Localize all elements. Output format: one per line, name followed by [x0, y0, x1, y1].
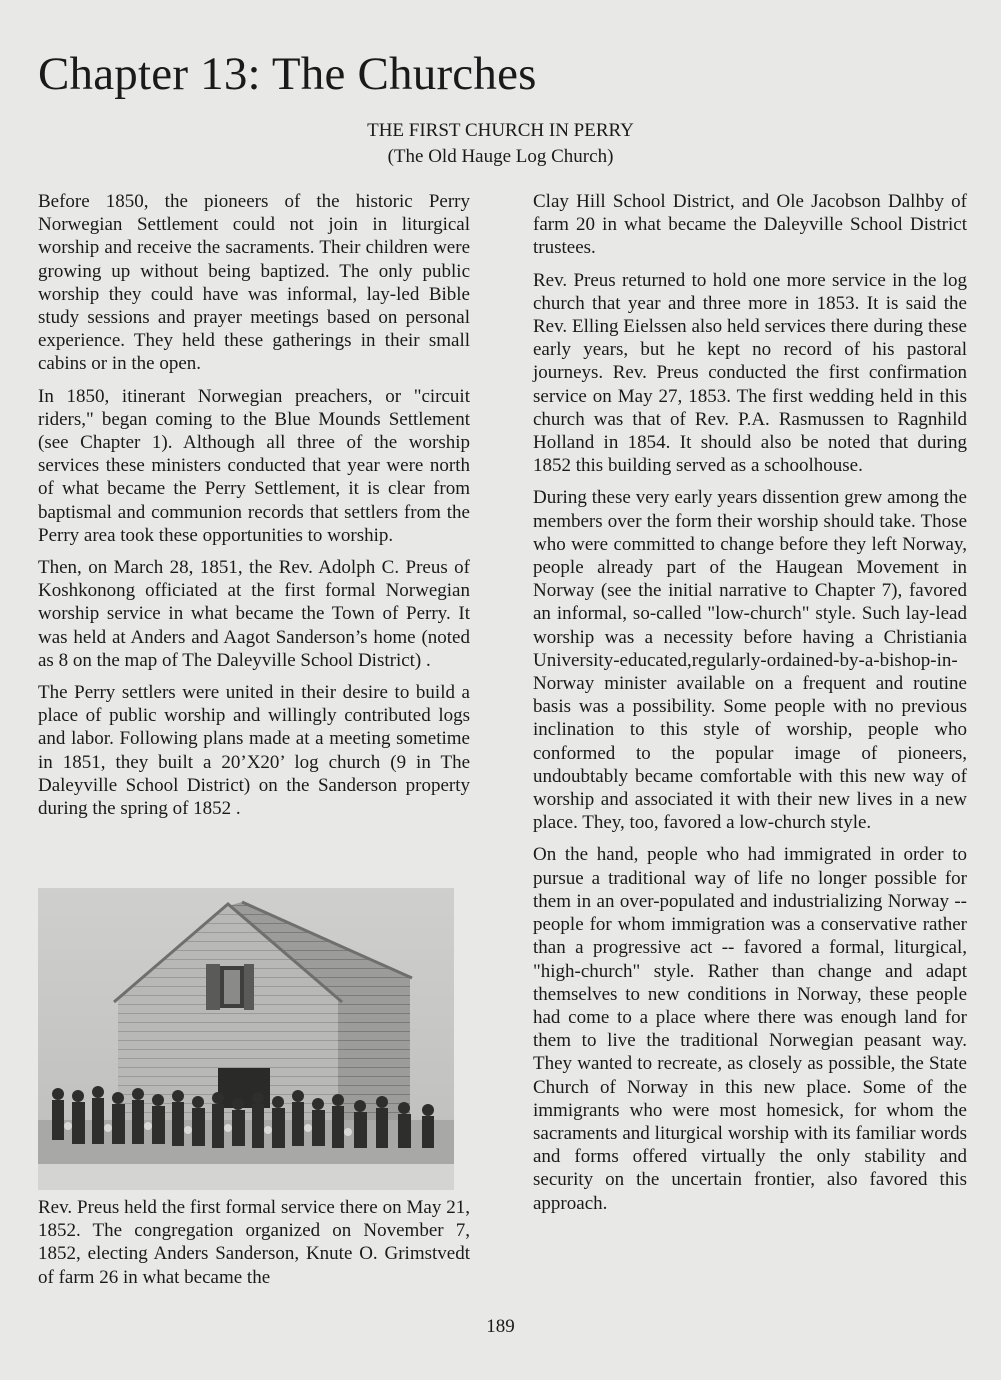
right-column [533, 190, 967, 1224]
paragraph: On the hand, people who had immigrated in order to pursue a traditional way of life no longer possible for them in an over-populated and industrializing Norway -- people for whom immigration was a conservative rather than a progressive act -- favored a formal, liturgical, "high-church" style. Rather than change and adapt themselves to new conditions in Norway, these people had come to a place where there was enough land for them to live the traditional Norwegian peasant way. They wanted to recreate, as closely as possible, the State Church of Norway in this new place. Some of the immigrants who were most homesick, for whom the sacraments and liturgical worship with its familiar words and forms offered virtually the only stability and security on the uncertain frontier, also favored this approach. [533, 844, 967, 1214]
section-title: THE FIRST CHURCH IN PERRY [367, 120, 634, 141]
paragraph: Rev. Preus returned to hold one more service in the log church that year and three more in 1853. It is said the Rev. Elling Eielssen also held services there during these early years, but he kept no record of his pastoral journeys. Rev. Preus conducted the first confirmation service on May 27, 1853. The first wedding held in this church was that of Rev. P.A. Rasmussen to Ragnhild Holland in 1854. It should also be noted that during 1852 this building served as a schoolhouse. [533, 269, 967, 477]
chapter-title: Chapter 13: The Churches [38, 48, 537, 100]
left-column [38, 190, 470, 829]
church-photo [38, 888, 454, 1190]
paragraph: Then, on March 28, 1851, the Rev. Adolph C. Preus of Koshkonong officiated at the first formal Norwegian worship service in what became the Town of Perry. It was held at Anders and Aagot Sanderson’s home (noted as 8 on the map of The Daleyville School District) . [38, 557, 470, 671]
section-subtitle: (The Old Hauge Log Church) [387, 146, 614, 167]
paragraph: During these very early years dissention grew among the members over the form their worship should take. Those who were committed to change before they left Norway, people already part of the Haugean Movement in Norway (see the initial narrative to Chapter 7), favored an informal, so-called "low-church" style. Such lay-lead worship was a necessity before having a Christiania University-educated,regularly-ordained-by-a-bishop-in-Norway minister available on a frequent and routine basis was a possibility. Some people with no previous inclination to this style of worship, people who conformed to the popular image of pioneers, undoubtably became comfortable with this new way of worship and associated it with their new lives in a new place. They, too, favored a low-church style. [533, 487, 967, 834]
paragraph: Clay Hill School District, and Ole Jacobson Dalhby of farm 20 in what became the Daleyville School District trustees. [533, 191, 967, 259]
paragraph: Before 1850, the pioneers of the historic Perry Norwegian Settlement could not join in liturgical worship and receive the sacraments. Their children were growing up without being baptized. The only public worship they could have was informal, lay-led Bible study sessions and prayer meetings based on personal experience. They held these gatherings in their small cabins or in the open. [38, 191, 470, 375]
church-photo-illustration [38, 888, 454, 1190]
paragraph: The Perry settlers were united in their desire to build a place of public worship and willingly contributed logs and labor. Following plans made at a meeting sometime in 1851, they built a 20’X20’ log church (9 in The Daleyville School District) on the Sanderson property during the spring of 1852 . [38, 682, 470, 820]
caption-text: Rev. Preus held the first formal service there on May 21, 1852. The congregation organized on November 7, 1852, electing Anders Sanderson, Knute O. Grimstvedt of farm 26 in what became the [38, 1197, 470, 1288]
paragraph: In 1850, itinerant Norwegian preachers, or "circuit riders," began coming to the Blue Mounds Settlement (see Chapter 1). Although all three of the worship services these ministers conducted that year were north of what became the Perry Settlement, it is clear from baptismal and communion records that settlers from the Perry area took these opportunities to worship. [38, 385, 470, 546]
photo-caption [38, 1196, 470, 1298]
page-number: 189 [486, 1316, 515, 1337]
